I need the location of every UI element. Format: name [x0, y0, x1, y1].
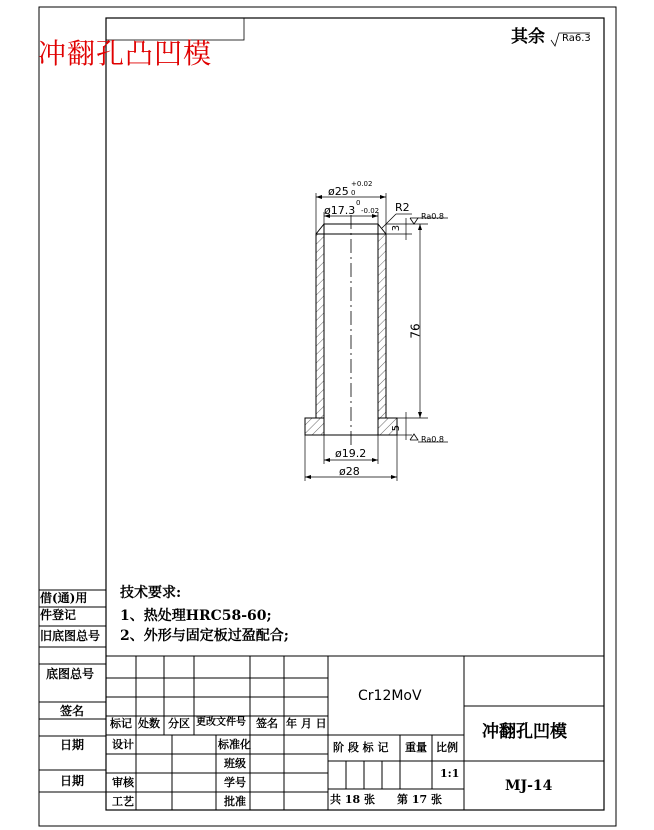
- scale-header: 比例: [436, 741, 458, 754]
- role-student-id: 学号: [224, 776, 246, 789]
- drawing-number: MJ-14: [505, 778, 553, 794]
- dim-h-top: 3: [391, 224, 403, 232]
- part-name: 冲翻孔凹模: [482, 722, 567, 742]
- tech-req-heading: 技术要求:: [120, 585, 182, 601]
- roughness-default-value: Ra6.3: [562, 33, 591, 44]
- rev-header-zone: 分区: [168, 717, 190, 730]
- dim-ra-top: Ra0.8: [421, 212, 445, 221]
- part-section: [305, 215, 397, 445]
- side-label-base-no: 底图总号: [46, 667, 95, 681]
- dim-ra-bottom: Ra0.8: [421, 435, 445, 444]
- dim-inner-top-tol-l: -0.02: [361, 207, 380, 215]
- sheet-count: 共 18 张: [330, 793, 375, 806]
- role-class: 班级: [224, 757, 246, 770]
- dim-radius: R2: [395, 201, 410, 214]
- inner-border: [106, 18, 604, 810]
- tech-req-item-2: 2、外形与固定板过盈配合;: [120, 628, 289, 644]
- side-label-date-2: 日期: [60, 774, 85, 788]
- dim-inner-top-tol-u: 0: [356, 199, 361, 207]
- roughness-symbols: [410, 33, 590, 442]
- side-label-old-no: 旧底图总号: [40, 629, 101, 643]
- scale-value: 1:1: [440, 767, 460, 780]
- dim-dia-base: ø28: [339, 465, 360, 478]
- roughness-default-prefix: 其余: [511, 27, 545, 47]
- rev-header-date: 年 月 日: [286, 717, 327, 730]
- stage-header: 阶 段 标 记: [333, 741, 389, 754]
- rev-header-mark: 标记: [110, 717, 132, 730]
- dim-outer-top: ø25: [328, 185, 349, 198]
- rev-header-doc: 更改文件号: [196, 717, 246, 728]
- role-design: 设计: [112, 738, 134, 751]
- side-label-date-1: 日期: [60, 738, 85, 752]
- side-label-borrow: 借(通)用: [40, 591, 88, 605]
- dim-dia-mid: ø19.2: [335, 447, 367, 460]
- side-label-register: 件登记: [40, 608, 77, 622]
- role-process: 工艺: [112, 795, 134, 808]
- dim-outer-top-tol2: 0: [351, 189, 356, 197]
- dim-length: 76: [408, 323, 423, 339]
- material-label: Cr12MoV: [358, 688, 422, 704]
- dim-inner-top: ø17.3: [324, 204, 356, 217]
- sheet-number: 第 17 张: [397, 793, 442, 806]
- side-label-sign: 签名: [60, 704, 85, 718]
- role-approve: 批准: [224, 795, 246, 808]
- tech-req-item-1: 1、热处理HRC58-60;: [120, 608, 272, 624]
- rev-header-count: 处数: [138, 717, 160, 730]
- rev-header-sign: 签名: [256, 717, 278, 730]
- role-standard: 标准化: [218, 738, 251, 751]
- drawing-title-red: 冲翻孔凸凹模: [38, 37, 213, 70]
- weight-header: 重量: [405, 741, 427, 754]
- role-review: 审核: [112, 776, 134, 789]
- dim-h-bottom: 5: [391, 424, 403, 432]
- dim-outer-top-tol: +0.02: [351, 180, 373, 188]
